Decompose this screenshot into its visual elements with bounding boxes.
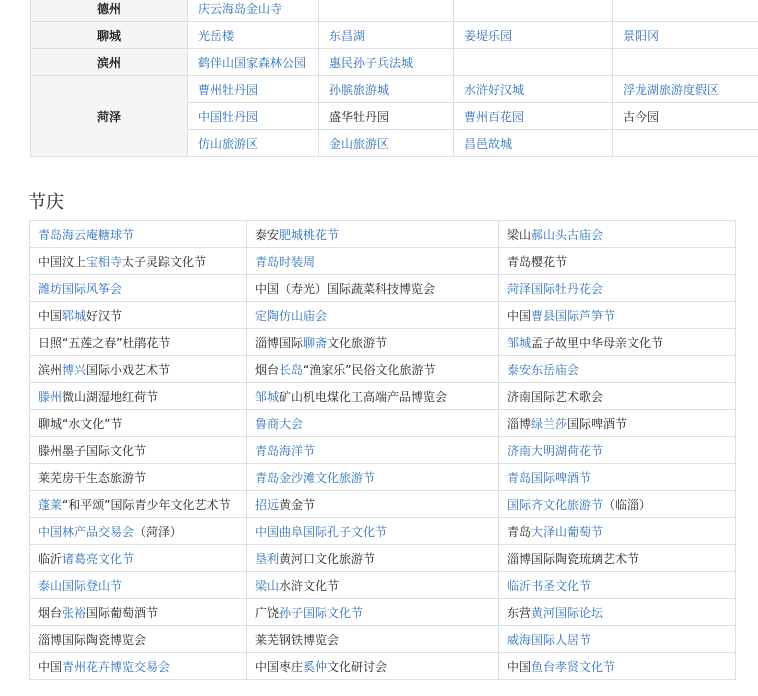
attraction-cell (454, 130, 613, 157)
text: 济南国际艺术歌会 (507, 389, 604, 404)
link[interactable]: 长岛 (279, 362, 304, 377)
link[interactable]: 曹县国际芦笋节 (531, 308, 616, 323)
attraction-cell (613, 103, 758, 130)
table-row (30, 356, 736, 383)
link[interactable]: 孙子国际文化节 (279, 605, 364, 620)
attraction-cell (454, 49, 613, 76)
attraction-cell (188, 0, 319, 22)
table-row (30, 545, 736, 572)
city-label: 聊城 (31, 22, 188, 49)
link[interactable]: 临沂书圣文化节 (507, 578, 592, 593)
attraction-cell (454, 22, 613, 49)
text: 莱芜钢铁博览会 (255, 632, 340, 647)
link[interactable]: 孙膑旅游城 (329, 82, 390, 97)
festival-cell (247, 221, 499, 248)
text: 黄金节 (279, 497, 316, 512)
attraction-cell (188, 49, 319, 76)
festival-cell (247, 572, 499, 599)
table-row (30, 572, 736, 599)
link[interactable]: 绿兰莎 (531, 416, 568, 431)
festival-cell (499, 383, 736, 410)
link[interactable]: 青岛国际啤酒节 (507, 470, 592, 485)
link[interactable]: 青岛时装周 (255, 254, 316, 269)
link[interactable]: 姜堤乐园 (464, 28, 513, 43)
festival-cell (499, 329, 736, 356)
attraction-cell (188, 130, 319, 157)
attraction-cell (454, 103, 613, 130)
festival-cell (30, 329, 247, 356)
text: 青岛 (507, 524, 532, 539)
festival-cell (499, 356, 736, 383)
link[interactable]: 蓬莱 (38, 497, 63, 512)
text: “和平颂”国际青少年文化艺术节 (62, 497, 231, 512)
text: 淄博 (507, 416, 532, 431)
text: 中国 (38, 659, 63, 674)
link[interactable]: 招远 (255, 497, 280, 512)
festival-cell (499, 545, 736, 572)
table-row (30, 653, 736, 680)
festivals-table (29, 220, 736, 680)
link[interactable]: 泰山国际登山节 (38, 578, 123, 593)
festival-cell (30, 572, 247, 599)
text: 中国 (507, 659, 532, 674)
festival-cell (499, 410, 736, 437)
attraction-cell (319, 76, 454, 103)
festival-cell (247, 275, 499, 302)
link[interactable]: 中国牡丹园 (198, 109, 259, 124)
link[interactable]: 鲁商大会 (255, 416, 304, 431)
link[interactable]: 曹州牡丹园 (198, 82, 259, 97)
attractions-table (30, 0, 758, 157)
festival-cell (499, 626, 736, 653)
festival-cell (247, 545, 499, 572)
festival-cell (247, 410, 499, 437)
link[interactable]: 惠民孙子兵法城 (329, 55, 414, 70)
table-row (30, 302, 736, 329)
link[interactable]: 大泽山葡萄节 (531, 524, 604, 539)
festival-cell (30, 275, 247, 302)
link[interactable]: 泰安东岳庙会 (507, 362, 580, 377)
table-row (30, 518, 736, 545)
link[interactable]: 黄河国际论坛 (531, 605, 604, 620)
table-row (31, 0, 758, 22)
link[interactable]: 邹城 (507, 335, 532, 350)
table-row (30, 437, 736, 464)
link[interactable]: 庆云海岛金山寺 (198, 1, 283, 16)
festival-cell (247, 626, 499, 653)
link[interactable]: 梁山 (255, 578, 280, 593)
festival-cell (30, 437, 247, 464)
text: 中国（寿光）国际蔬菜科技博览会 (255, 281, 436, 296)
link[interactable]: 邹城 (255, 389, 280, 404)
festival-cell (499, 221, 736, 248)
festival-cell (247, 248, 499, 275)
attraction-cell (613, 130, 758, 157)
festival-cell (499, 653, 736, 680)
text: 黄河口文化旅游节 (279, 551, 376, 566)
festival-cell (499, 518, 736, 545)
festival-cell (247, 329, 499, 356)
festival-cell (30, 221, 247, 248)
attraction-cell (319, 130, 454, 157)
festival-cell (30, 464, 247, 491)
city-label: 滨州 (31, 49, 188, 76)
attraction-cell (188, 103, 319, 130)
attraction-cell (319, 103, 454, 130)
text: （临淄） (603, 497, 652, 512)
festival-cell (30, 518, 247, 545)
link[interactable]: 诸葛亮文化节 (62, 551, 135, 566)
text: 中国 (507, 308, 532, 323)
attraction-cell (319, 22, 454, 49)
text: 淄博国际陶瓷博览会 (38, 632, 147, 647)
table-row (31, 22, 758, 49)
text: 聊城“水文化”节 (38, 416, 123, 431)
attraction-cell (613, 0, 758, 22)
link[interactable]: 浮龙湖旅游度假区 (623, 82, 720, 97)
link[interactable]: 曹州百花园 (464, 109, 525, 124)
text: 中国 (38, 308, 63, 323)
text: 盛华牡丹园 (329, 109, 390, 124)
table-row (30, 491, 736, 518)
link[interactable]: 昌邑故城 (464, 136, 513, 151)
festival-cell (247, 383, 499, 410)
link[interactable]: 东昌湖 (329, 28, 366, 43)
table-row (31, 49, 758, 76)
link[interactable]: 滕州 (38, 389, 63, 404)
text: 国际葡萄酒节 (86, 605, 159, 620)
festival-cell (499, 437, 736, 464)
festival-cell (30, 302, 247, 329)
table-row (30, 464, 736, 491)
link[interactable]: 潍坊国际风筝会 (38, 281, 123, 296)
text: 国际啤酒节 (567, 416, 628, 431)
text: 临沂 (38, 551, 63, 566)
festival-cell (247, 302, 499, 329)
text: 日照“五莲之春”杜鹃花节 (38, 335, 171, 350)
text: 矿山机电煤化工高端产品博览会 (279, 389, 448, 404)
table-row (30, 626, 736, 653)
link[interactable]: 国际齐文化旅游节 (507, 497, 604, 512)
link[interactable]: 鹤伴山国家森林公园 (198, 55, 307, 70)
text: 梁山 (507, 227, 532, 242)
festival-cell (30, 356, 247, 383)
festival-cell (247, 599, 499, 626)
link[interactable]: 菏泽国际牡丹花会 (507, 281, 604, 296)
text: 文化研讨会 (327, 659, 388, 674)
festival-cell (30, 653, 247, 680)
table-row (30, 383, 736, 410)
attraction-cell (188, 76, 319, 103)
text: 微山湖湿地红荷节 (62, 389, 159, 404)
text: 广饶 (255, 605, 280, 620)
festival-cell (499, 302, 736, 329)
text: 东营 (507, 605, 532, 620)
text: 淄博国际陶瓷琉璃艺术节 (507, 551, 640, 566)
text: 太子灵踪文化节 (122, 254, 207, 269)
festival-cell (30, 248, 247, 275)
attraction-cell (454, 0, 613, 22)
festival-cell (247, 437, 499, 464)
link[interactable]: 济南大明湖荷花节 (507, 443, 604, 458)
festival-cell (30, 383, 247, 410)
festival-cell (499, 248, 736, 275)
link[interactable]: 博兴 (62, 362, 87, 377)
attraction-cell (454, 76, 613, 103)
attraction-cell (613, 49, 758, 76)
festival-cell (499, 464, 736, 491)
link[interactable]: 垦利 (255, 551, 280, 566)
text: 好汉节 (86, 308, 123, 323)
link[interactable]: 光岳楼 (198, 28, 235, 43)
city-label: 菏泽 (31, 76, 188, 157)
link[interactable]: 金山旅游区 (329, 136, 390, 151)
link[interactable]: 中国曲阜国际孔子文化节 (255, 524, 388, 539)
link[interactable]: 景阳冈 (623, 28, 660, 43)
link[interactable]: 水浒好汉城 (464, 82, 525, 97)
festival-cell (247, 653, 499, 680)
attraction-cell (319, 49, 454, 76)
table-row (30, 221, 736, 248)
text: 滕州墨子国际文化节 (38, 443, 147, 458)
festival-cell (30, 491, 247, 518)
text: 国际小戏艺术节 (86, 362, 171, 377)
table-row (30, 248, 736, 275)
table-row (30, 275, 736, 302)
festival-cell (499, 491, 736, 518)
text: 中国枣庄 (255, 659, 304, 674)
festival-cell (30, 599, 247, 626)
link[interactable]: 郓城 (62, 308, 87, 323)
text: 水浒文化节 (279, 578, 340, 593)
text: 滨州 (38, 362, 63, 377)
link[interactable]: 仿山旅游区 (198, 136, 259, 151)
text: “渔家乐”民俗文化旅游节 (303, 362, 436, 377)
link[interactable]: 肥城桃花节 (279, 227, 340, 242)
text: 古今园 (623, 109, 660, 124)
text: 烟台 (255, 362, 280, 377)
festival-cell (30, 626, 247, 653)
text: 泰安 (255, 227, 280, 242)
festival-cell (30, 410, 247, 437)
festival-cell (247, 491, 499, 518)
table-row (30, 410, 736, 437)
festival-cell (247, 464, 499, 491)
city-label: 德州 (31, 0, 188, 22)
link[interactable]: 定陶仿山庙会 (255, 308, 328, 323)
festival-cell (247, 518, 499, 545)
text: 莱芜房干生态旅游节 (38, 470, 147, 485)
link[interactable]: 聊斋 (303, 335, 328, 350)
text: 孟子故里中华母亲文化节 (531, 335, 664, 350)
attraction-cell (188, 22, 319, 49)
link[interactable]: 青岛海洋节 (255, 443, 316, 458)
link[interactable]: 威海国际人居节 (507, 632, 592, 647)
text: 中国汶上 (38, 254, 87, 269)
attraction-cell (613, 22, 758, 49)
festival-cell (247, 356, 499, 383)
attraction-cell (319, 0, 454, 22)
festival-cell (499, 572, 736, 599)
link[interactable]: 宝相寺 (86, 254, 123, 269)
festival-cell (499, 275, 736, 302)
text: 青岛樱花节 (507, 254, 568, 269)
text: （菏泽） (134, 524, 183, 539)
festivals-heading: 节庆 (28, 192, 64, 213)
text: 淄博国际 (255, 335, 304, 350)
table-row (30, 599, 736, 626)
link[interactable]: 中国林产品交易会 (38, 524, 135, 539)
link[interactable]: 青岛海云庵糖球节 (38, 227, 135, 242)
attraction-cell (613, 76, 758, 103)
link[interactable]: 鱼台孝贤文化节 (531, 659, 616, 674)
text: 文化旅游节 (327, 335, 388, 350)
table-row (31, 76, 758, 103)
link[interactable]: 郝山头古庙会 (531, 227, 604, 242)
link[interactable]: 奚仲 (303, 659, 328, 674)
link[interactable]: 青州花卉博览交易会 (62, 659, 171, 674)
festival-cell (30, 545, 247, 572)
link[interactable]: 张裕 (62, 605, 87, 620)
festival-cell (499, 599, 736, 626)
table-row (30, 329, 736, 356)
link[interactable]: 青岛金沙滩文化旅游节 (255, 470, 376, 485)
text: 烟台 (38, 605, 63, 620)
